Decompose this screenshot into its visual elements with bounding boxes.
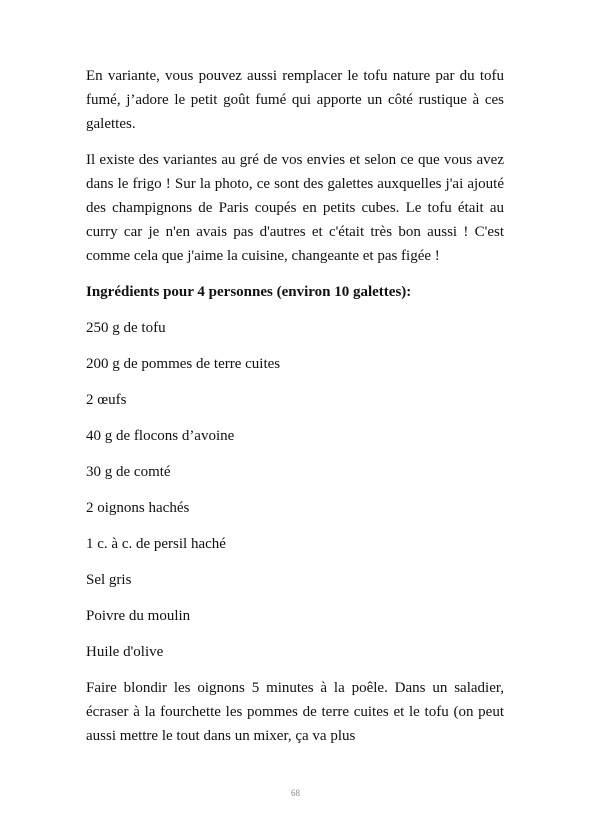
list-item: 250 g de tofu (86, 320, 166, 336)
list-item: 2 œufs (86, 392, 127, 408)
paragraph-preparation: Faire blondir les oignons 5 minutes à la poêle. Dans un saladier, écraser à la fourchette les pommes de terre cuites et le tofu (on peut aussi mettre le tout dans un mixer, ça va plus (86, 680, 504, 744)
list-item: 30 g de comté (86, 464, 171, 480)
list-item: Huile d'olive (86, 644, 164, 660)
ingredients-list (86, 316, 504, 664)
list-item: Sel gris (86, 572, 132, 588)
ingredients-heading: Ingrédients pour 4 personnes (environ 10 galettes): (86, 284, 412, 300)
paragraph-variante-tofu-fume: En variante, vous pouvez aussi remplacer le tofu nature par du tofu fumé, j’adore le petit goût fumé qui apporte un côté rustique à ces galettes. (86, 68, 504, 132)
list-item: 2 oignons hachés (86, 500, 190, 516)
paragraph-variantes-envies: Il existe des variantes au gré de vos envies et selon ce que vous avez dans le frigo ! Sur la photo, ce sont des galettes auxquelles j'ai ajouté des champignons de Paris coupés en petits cubes. Le tofu était au curry car je n'en avais pas d'autres et c'était très bon aussi ! C'est comme cela que j'aime la cuisine, changeante et pas figée ! (86, 152, 504, 264)
list-item: 1 c. à c. de persil haché (86, 536, 226, 552)
page-content (86, 64, 504, 760)
list-item: Poivre du moulin (86, 608, 191, 624)
list-item: 200 g de pommes de terre cuites (86, 356, 281, 372)
page-number: 68 (291, 788, 300, 798)
list-item: 40 g de flocons d’avoine (86, 428, 235, 444)
